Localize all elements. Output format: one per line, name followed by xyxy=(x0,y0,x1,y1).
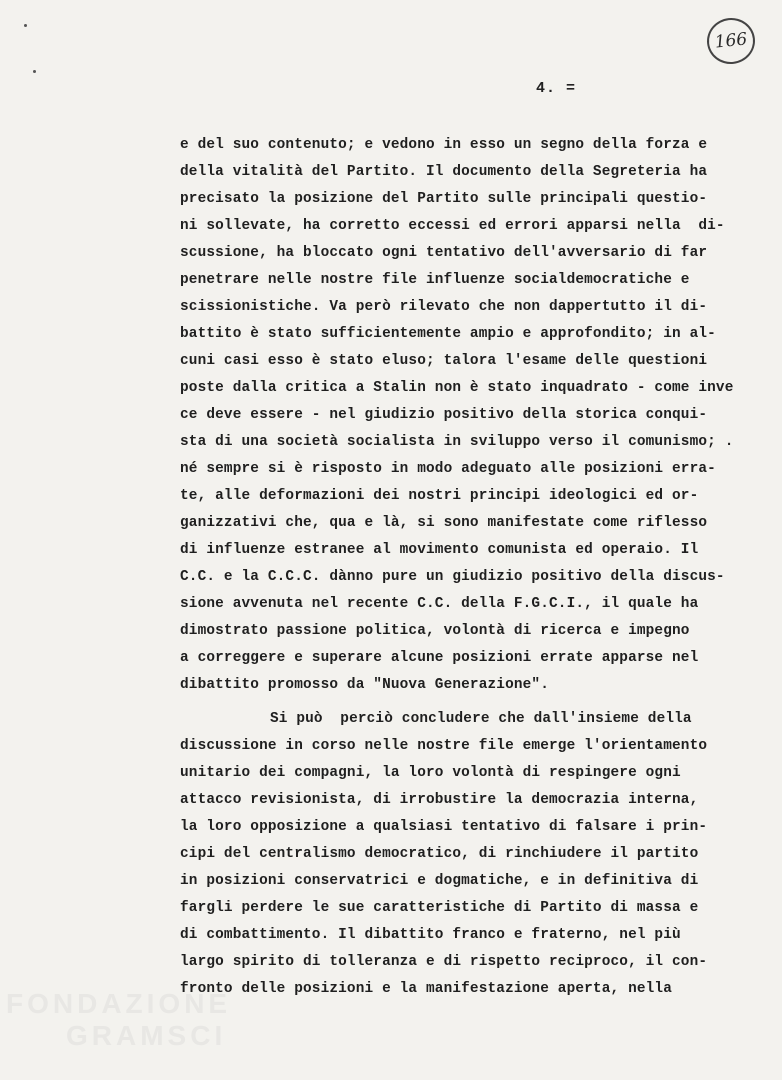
text-line: ni sollevate, ha corretto eccessi ed errori apparsi nella di- xyxy=(180,218,725,234)
text-line: di influenze estranee al movimento comunista ed operaio. Il xyxy=(180,542,699,558)
watermark-line: FONDAZIONE xyxy=(6,988,232,1019)
text-line: scussione, ha bloccato ogni tentativo dell'avversario di far xyxy=(180,245,708,261)
text-line: di combattimento. Il dibattito franco e fraterno, nel più xyxy=(180,927,681,943)
text-line: sione avvenuta nel recente C.C. della F.G.C.I., il quale ha xyxy=(180,596,699,612)
text-line: penetrare nelle nostre file influenze socialdemocratiche e xyxy=(180,272,690,288)
text-line: precisato la posizione del Partito sulle principali questio- xyxy=(180,191,708,207)
text-line: te, alle deformazioni dei nostri principi ideologici ed or- xyxy=(180,488,699,504)
text-line: sta di una società socialista in sviluppo verso il comunismo; . xyxy=(180,434,734,450)
text-line: ganizzativi che, qua e là, si sono manifestate come riflesso xyxy=(180,515,708,531)
text-line: della vitalità del Partito. Il documento della Segreteria ha xyxy=(180,164,708,180)
text-line: e del suo contenuto; e vedono in esso un segno della forza e xyxy=(180,137,708,153)
paper-speck xyxy=(33,70,36,73)
text-line: fargli perdere le sue caratteristiche di Partito di massa e xyxy=(180,900,699,916)
text-line: la loro opposizione a qualsiasi tentativo di falsare i prin- xyxy=(180,819,708,835)
handwritten-archive-number: 166 xyxy=(705,16,758,67)
paper-speck xyxy=(24,24,27,27)
text-line: fronto delle posizioni e la manifestazione aperta, nella xyxy=(180,981,673,997)
body-paragraph-2 xyxy=(180,706,780,1003)
watermark-line: GRAMSCI xyxy=(66,1020,227,1051)
text-line: in posizioni conservatrici e dogmatiche, e in definitiva di xyxy=(180,873,699,889)
text-line: né sempre si è risposto in modo adeguato alle posizioni erra- xyxy=(180,461,716,477)
text-line: poste dalla critica a Stalin non è stato inquadrato - come inve xyxy=(180,380,734,396)
text-line: cipi del centralismo democratico, di rinchiudere il partito xyxy=(180,846,699,862)
text-line: ce deve essere - nel giudizio positivo della storica conqui- xyxy=(180,407,708,423)
text-line: scissionistiche. Va però rilevato che non dappertutto il di- xyxy=(180,299,708,315)
text-line: unitario dei compagni, la loro volontà di respingere ogni xyxy=(180,765,681,781)
text-line: C.C. e la C.C.C. dànno pure un giudizio positivo della discus- xyxy=(180,569,725,585)
text-line: battito è stato sufficientemente ampio e approfondito; in al- xyxy=(180,326,716,342)
page-number: 4. = xyxy=(536,80,577,97)
text-line: dimostrato passione politica, volontà di ricerca e impegno xyxy=(180,623,690,639)
text-line: Si può perciò concludere che dall'insieme della xyxy=(270,711,692,727)
text-line: cuni casi esso è stato eluso; talora l'esame delle questioni xyxy=(180,353,708,369)
text-line: a correggere e superare alcune posizioni errate apparse nel xyxy=(180,650,699,666)
text-line: attacco revisionista, di irrobustire la democrazia interna, xyxy=(180,792,699,808)
body-paragraph-1 xyxy=(180,132,780,699)
archive-watermark xyxy=(6,988,232,1068)
text-line: largo spirito di tolleranza e di rispetto reciproco, il con- xyxy=(180,954,708,970)
text-line: discussione in corso nelle nostre file emerge l'orientamento xyxy=(180,738,708,754)
text-line: dibattito promosso da "Nuova Generazione". xyxy=(180,677,550,693)
